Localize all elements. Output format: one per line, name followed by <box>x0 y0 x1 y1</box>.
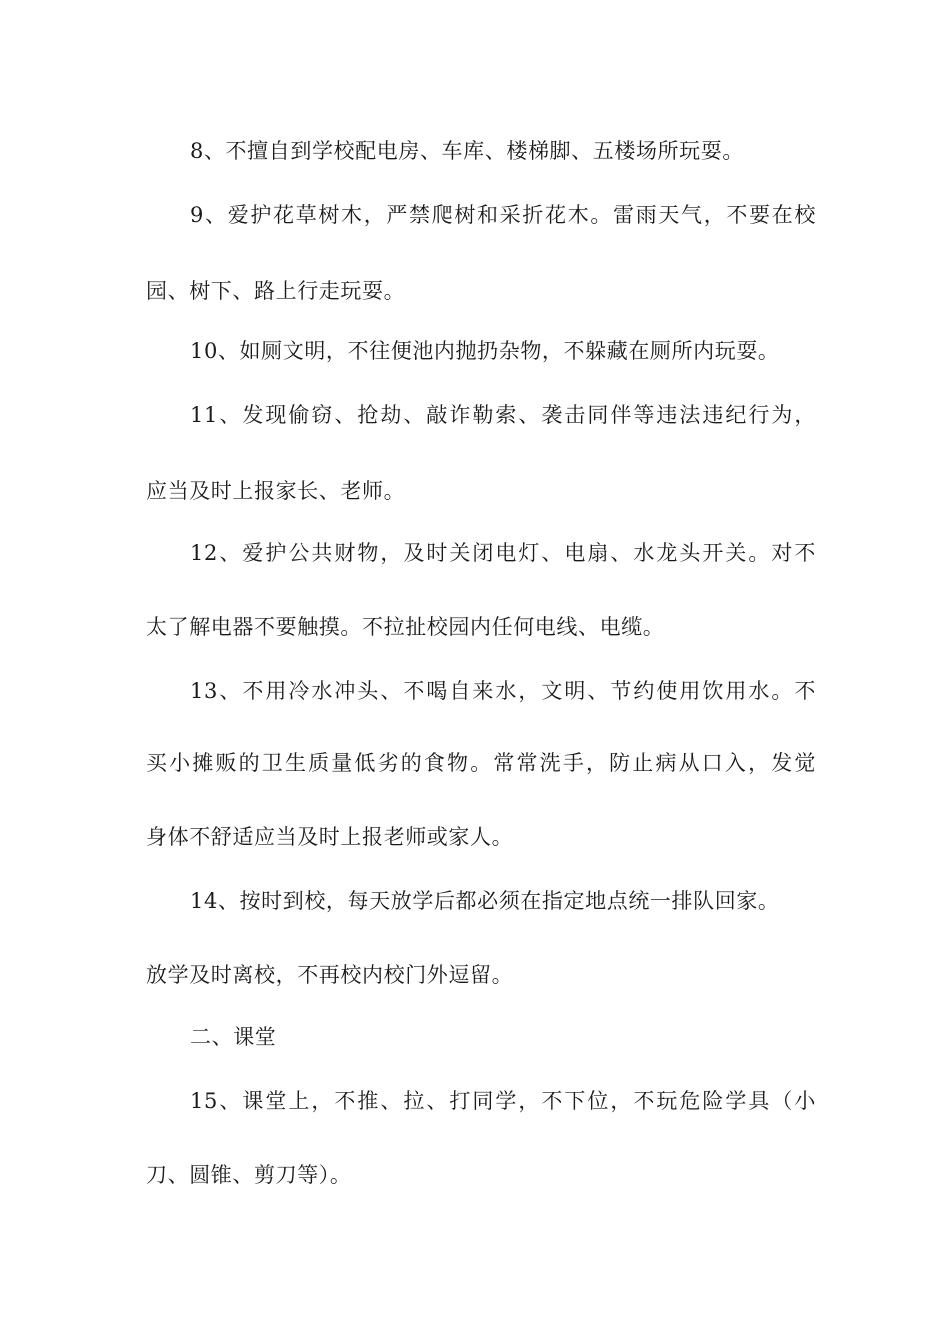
rule-11-line-2: 应当及时上报家长、老师。 <box>146 479 406 503</box>
rule-13-line-1: 13、不用冷水冲头、不喝自来水，文明、节约使用饮用水。不 <box>190 679 816 703</box>
rule-8-line: 8、不擅自到学校配电房、车库、楼梯脚、五楼场所玩耍。 <box>190 139 744 163</box>
rule-15-line-1: 15、课堂上，不推、拉、打同学，不下位，不玩危险学具（小 <box>190 1089 816 1113</box>
rule-13-line-2: 买小摊贩的卫生质量低劣的食物。常常洗手，防止病从口入，发觉 <box>146 751 816 775</box>
rule-12-line-2: 太了解电器不要触摸。不拉扯校园内任何电线、电缆。 <box>146 615 665 639</box>
rule-9-line-1: 9、爱护花草树木，严禁爬树和采折花木。雷雨天气，不要在校 <box>190 203 816 227</box>
rule-11-line-1: 11、发现偷窃、抢劫、敲诈勒索、袭击同伴等违法违纪行为， <box>190 403 816 427</box>
rule-15-line-2: 刀、圆锥、剪刀等）。 <box>146 1163 352 1187</box>
rule-9-line-2: 园、树下、路上行走玩耍。 <box>146 279 406 303</box>
rule-10-line: 10、如厕文明，不往便池内抛扔杂物，不躲藏在厕所内玩耍。 <box>190 339 780 363</box>
rule-14-line-1: 14、按时到校，每天放学后都必须在指定地点统一排队回家。 <box>190 889 780 913</box>
rule-12-line-1: 12、爱护公共财物，及时关闭电灯、电扇、水龙头开关。对不 <box>190 541 816 565</box>
section-heading-classroom: 二、课堂 <box>190 1025 277 1049</box>
rule-13-line-3: 身体不舒适应当及时上报老师或家人。 <box>146 825 514 849</box>
rule-14-line-2: 放学及时离校，不再校内校门外逗留。 <box>146 963 514 987</box>
